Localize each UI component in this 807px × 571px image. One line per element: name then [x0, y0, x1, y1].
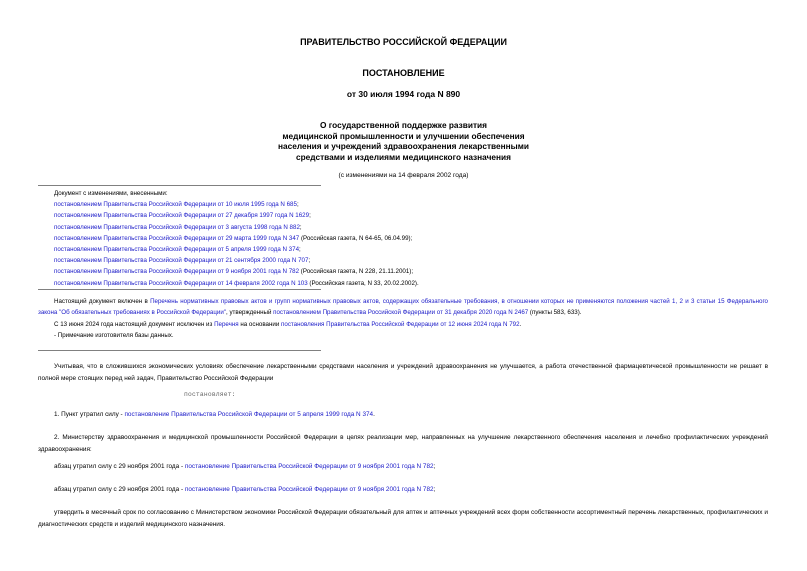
divider: [38, 185, 321, 186]
resolution-782-link[interactable]: постановление Правительства Российской Федерации от 9 ноября 2001 года N 782: [184, 463, 434, 470]
amendment-suffix: ;: [299, 246, 301, 254]
resolution-782-link[interactable]: постановление Правительства Российской Федерации от 9 ноября 2001 года N 782: [184, 486, 434, 493]
amendment-item: [54, 278, 419, 289]
amendments-list: [54, 188, 419, 289]
list-link[interactable]: Перечня: [214, 321, 239, 328]
requirements-list-link-cont[interactable]: и 3 статьи 15 Федерального закона "Об обязательных требованиях в Российской Федерации": [38, 298, 769, 317]
preamble: Учитывая, что в сложившихся экономических условиях обеспечение лекарственными средствами населения и учреждений здравоохранения не улучшается, а работа отечественной фармацевтической промышленности не решает в полной мере стоящих перед ней задач, Правительство Российской Федерации: [38, 363, 768, 382]
amendment-link[interactable]: постановлением Правительства Российской Федерации от 9 ноября 2001 года N 782: [54, 268, 300, 276]
abzac-1: абзац утратил силу с 29 ноября 2001 года - постановление Правительства Российской Федерации от 9 ноября 2001 года N 782;: [54, 463, 436, 470]
amendment-item: [54, 244, 419, 255]
resolves-word: постановляет:: [184, 391, 236, 398]
item-2: 2. Министерству здравоохранения и медицинской промышленности Российской Федерации в целях реализации мер, направленных на улучшение лекарственного обеспечения населения и лечебно профилактических учреждений здравоохранения:: [38, 434, 768, 453]
document-date: от 30 июля 1994 года N 890: [346, 89, 461, 99]
divider: [38, 289, 321, 290]
amendment-item: [54, 266, 419, 277]
amendment-link[interactable]: постановлением Правительства Российской Федерации от 29 марта 1999 года N 347: [54, 234, 300, 242]
amendment-suffix: (Российская газета, N 64-65, 06.04.99);: [299, 234, 413, 242]
amendment-item: [54, 210, 419, 221]
amendments-heading: Документ с изменениями, внесенными:: [54, 190, 168, 197]
amendment-link[interactable]: постановлением Правительства Российской Федерации от 27 декабря 1997 года N 1629: [54, 212, 310, 220]
exclusion-note: С 13 июня 2024 года настоящий документ исключен из Перечня на основании постановления Правительства Российской Федерации от 12 июня 2024 года N 792.: [54, 321, 522, 328]
government-heading: ПРАВИТЕЛЬСТВО РОССИЙСКОЙ ФЕДЕРАЦИИ: [300, 37, 507, 47]
amendment-item: [54, 199, 419, 210]
amendment-item: [54, 255, 419, 266]
title-line: средствами и изделиями медицинского назначения: [296, 151, 511, 162]
amendment-suffix: ;: [308, 257, 311, 265]
abzac-2: абзац утратил силу с 29 ноября 2001 года - постановление Правительства Российской Федерации от 9 ноября 2001 года N 782;: [54, 486, 436, 493]
title-line: О государственной поддержке развития: [320, 120, 487, 130]
status-note: Настоящий документ включен в Перечень нормативных правовых актов и групп нормативных правовых актов, содержащих обязательные требования, в отношении которых не применяются положения частей 1, 2 и 3 статьи 15 Федерального закона "Об обязательных требованиях в Российской Федерации", утвержденный постановлением Правительства Российской Федерации от 31 декабря 2020 года N 2467 (пункты 583, 633).: [38, 298, 769, 317]
amendment-suffix: ;: [309, 212, 311, 220]
amendment-link[interactable]: постановлением Правительства Российской Федерации от 3 августа 1998 года N 882: [54, 223, 300, 231]
changes-note: (с изменениями на 14 февраля 2002 года): [338, 172, 469, 179]
item-1: 1. Пункт утратил силу - постановление Правительства Российской Федерации от 5 апреля 1999 года N 374.: [54, 411, 375, 418]
document-title: [0, 120, 807, 162]
amendment-suffix: (Российская газета, N 33, 20.02.2002).: [307, 279, 419, 287]
title-line: медицинской промышленности и улучшении обеспечения: [282, 130, 525, 141]
amendment-link[interactable]: постановлением Правительства Российской Федерации от 21 сентября 2000 года N 707: [54, 257, 309, 265]
amendment-link[interactable]: постановлением Правительства Российской Федерации от 5 апреля 1999 года N 374: [54, 246, 300, 254]
divider: [38, 350, 321, 351]
title-line: населения и учреждений здравоохранения лекарственными: [278, 141, 529, 152]
amendment-suffix: ;: [299, 223, 302, 231]
resolution-792-link[interactable]: постановления Правительства Российской Федерации от 12 июня 2024 года N 792: [281, 321, 520, 328]
amendment-suffix: (Российская газета, N 228, 21.11.2001);: [299, 268, 414, 276]
requirements-list-link[interactable]: Перечень нормативных правовых актов и групп нормативных правовых актов, содержащих обязательные требования, в отношении которых не применяются положения частей 1, 2: [150, 298, 683, 305]
resolution-374-link[interactable]: постановление Правительства Российской Федерации от 5 апреля 1999 года N 374: [124, 411, 374, 418]
amendment-item: [54, 233, 419, 244]
approve-list-paragraph: утвердить в месячный срок по согласованию с Министерством экономики Российской Федерации обязательный для аптек и аптечных учреждений всех форм собственности ассортиментный перечень лекарственных, профилактических и диагностических средств и изделий медицинского назначения.: [38, 509, 768, 528]
db-note: - Примечание изготовителя базы данных.: [54, 332, 174, 339]
amendment-link[interactable]: постановлением Правительства Российской Федерации от 14 февраля 2002 года N 103: [54, 279, 308, 287]
resolution-2467-link[interactable]: постановлением Правительства Российской Федерации от 31 декабря 2020 года N 2467: [273, 309, 529, 317]
amendment-link[interactable]: постановлением Правительства Российской Федерации от 10 июля 1995 года N 685: [54, 201, 297, 209]
amendment-suffix: ;: [296, 201, 299, 209]
amendment-item: [54, 222, 419, 233]
document-type: ПОСТАНОВЛЕНИЕ: [362, 68, 445, 78]
